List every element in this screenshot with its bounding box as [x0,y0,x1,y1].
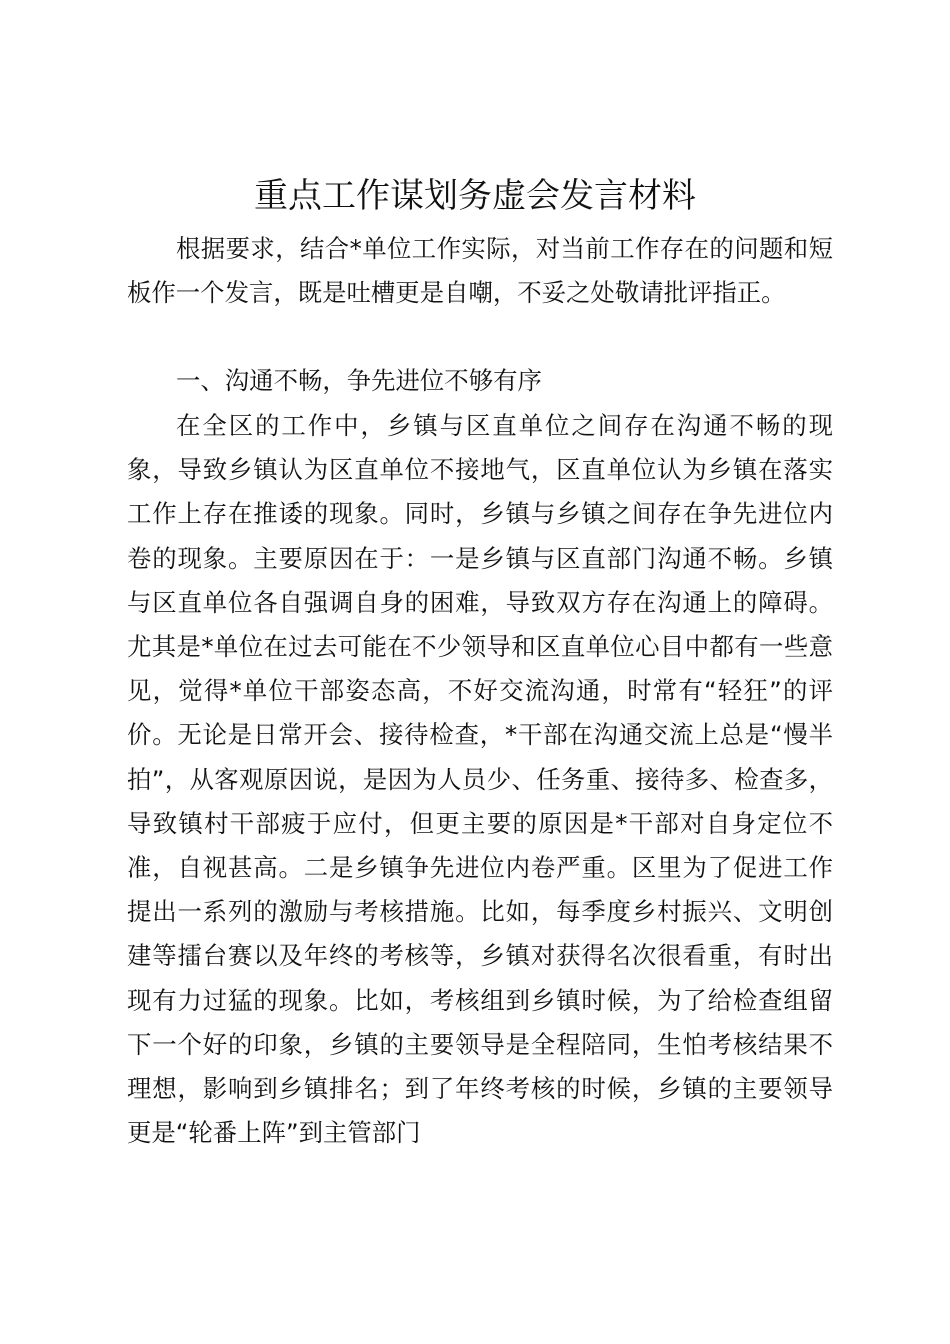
intro-paragraph: 根据要求，结合*单位工作实际，对当前工作存在的问题和短板作一个发言，既是吐槽更是自嘲，不妥之处敬请批评指正。 [127,234,833,308]
document-title: 重点工作谋划务虚会发言材料 [254,176,696,216]
section-paragraph: 在全区的工作中，乡镇与区直单位之间存在沟通不畅的现象，导致乡镇认为区直单位不接地气，区直单位认为乡镇在落实工作上存在推诿的现象。同时，乡镇与乡镇之间存在争先进位内卷的现象。主要原因在于：一是乡镇与区直部门沟通不畅。乡镇与区直单位各自强调自身的困难，导致双方存在沟通上的障碍。尤其是*单位在过去可能在不少领导和区直单位心目中都有一些意见，觉得*单位干部姿态高，不好交流沟通，时常有“轻狂”的评价。无论是日常开会、接待检查，*干部在沟通交流上总是“慢半拍”，从客观原因说，是因为人员少、任务重、接待多、检查多，导致镇村干部疲于应付，但更主要的原因是*干部对自身定位不准，自视甚高。二是乡镇争先进位内卷严重。区里为了促进工作提出一系列的激励与考核措施。比如，每季度乡村振兴、文明创建等擂台赛以及年终的考核等，乡镇对获得名次很看重，有时出现有力过猛的现象。比如，考核组到乡镇时候，为了给检查组留下一个好的印象，乡镇的主要领导是全程陪同，生怕考核结果不理想，影响到乡镇排名；到了年终考核的时候，乡镇的主要领导更是“轮番上阵”到主管部门 [127,411,833,1148]
section-heading: 一、沟通不畅，争先进位不够有序 [176,366,542,395]
